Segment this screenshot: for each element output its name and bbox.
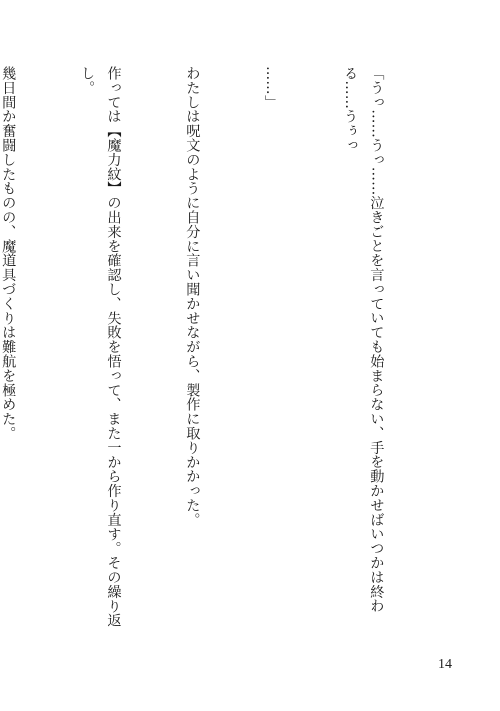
text-line: わたしは呪文のように自分に言い聞かせながら、製作に取りかかった。 — [184, 66, 201, 527]
text-line: 「うっ……うっ……泣きごとを言っていても始まらない、手を動かせばいつかは終わる……うぅっ — [342, 66, 385, 614]
text-line: ……」 — [263, 66, 280, 110]
vertical-text-body — [0, 66, 442, 646]
page-number: 14 — [438, 657, 452, 672]
text-line: 幾日間か奮闘したものの、魔道具づくりは難航を極めた。 — [0, 66, 17, 441]
text-line: 作っては【魔力紋】の出来を確認し、失敗を悟って、また一から作り直す。その繰り返し。 — [79, 66, 122, 628]
